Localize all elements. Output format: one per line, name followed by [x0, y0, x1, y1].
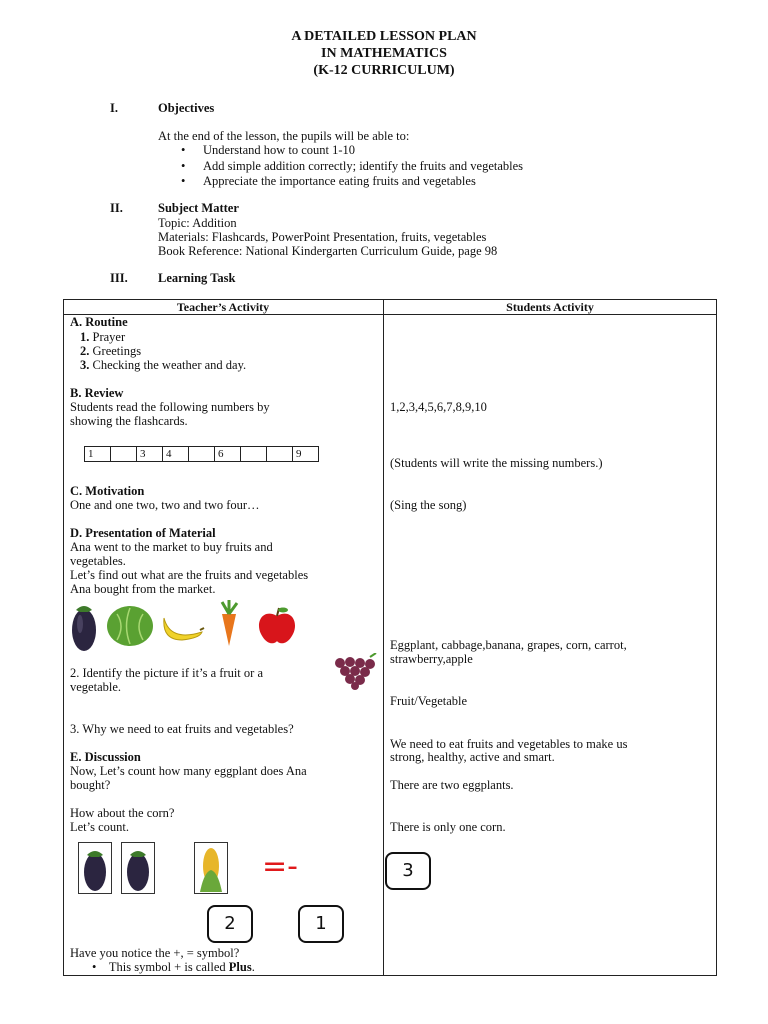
- motivation-title: C. Motivation: [70, 484, 145, 498]
- bullet-bold-word: Plus: [228, 960, 252, 974]
- objective-item: • Add simple addition correctly; identify the fruits and vegetables: [181, 159, 523, 175]
- presentation-line: Ana bought from the market.: [70, 582, 216, 596]
- discussion-answer: There are two eggplants.: [390, 778, 514, 792]
- presentation-answer-q2: Fruit/Vegetable: [390, 694, 468, 708]
- plus-symbol-bullet: [92, 960, 255, 974]
- equals-symbol: =-: [262, 849, 298, 884]
- teacher-activity-header: Teacher’s Activity: [176, 300, 270, 314]
- item-number: 3.: [80, 358, 90, 372]
- review-title: B. Review: [70, 386, 124, 400]
- item-text: Greetings: [92, 344, 142, 358]
- bullet-end: .: [251, 960, 255, 974]
- objective-item: • Understand how to count 1-10: [181, 143, 523, 159]
- section-title: Subject Matter: [158, 201, 239, 215]
- flashcard: [267, 446, 293, 462]
- review-answer: 1,2,3,4,5,6,7,8,9,10: [390, 400, 487, 414]
- flashcard: [111, 446, 137, 462]
- flashcard-strip: [84, 446, 319, 462]
- bullet-glyph: •: [92, 960, 97, 974]
- discussion-answer: We need to eat fruits and vegetables to make us: [390, 737, 628, 751]
- presentation-title: D. Presentation of Material: [70, 526, 216, 540]
- answer-box-2: 2: [207, 905, 253, 943]
- section-number: II.: [110, 201, 123, 215]
- banana-icon: [160, 610, 206, 644]
- item-number: 1.: [80, 330, 90, 344]
- routine-item: [80, 358, 246, 372]
- flashcard: [241, 446, 267, 462]
- presentation-line: vegetables.: [70, 554, 126, 568]
- objective-item: • Appreciate the importance eating fruits and vegetables: [181, 174, 523, 190]
- students-activity-header: Students Activity: [506, 300, 594, 314]
- title-line-1: A DETAILED LESSON PLAN: [291, 29, 477, 44]
- discussion-notice: Have you notice the +, = symbol?: [70, 946, 240, 960]
- cabbage-icon: [105, 604, 155, 648]
- presentation-line: Let’s find out what are the fruits and vegetables: [70, 568, 309, 582]
- presentation-answer: Eggplant, cabbage,banana, grapes, corn, carrot,: [390, 638, 627, 652]
- section-task-heading: [110, 271, 235, 286]
- motivation-answer: (Sing the song): [390, 498, 467, 512]
- subject-materials: Materials: Flashcards, PowerPoint Presentation, fruits, vegetables: [158, 230, 487, 244]
- motivation-line: One and one two, two and two four…: [70, 498, 260, 512]
- presentation-answer: strawberry,apple: [390, 652, 473, 666]
- objectives-intro: At the end of the lesson, the pupils will be able to:: [158, 129, 410, 143]
- answer-box-3: 3: [385, 852, 431, 890]
- flashcard: 9: [293, 446, 319, 462]
- discussion-line: Let’s count.: [70, 820, 130, 834]
- objectives-list: [181, 143, 523, 190]
- flashcard: 3: [137, 446, 163, 462]
- eggplant-icon: [68, 600, 100, 652]
- discussion-line: How about the corn?: [70, 806, 175, 820]
- discussion-line: bought?: [70, 778, 111, 792]
- routine-title: A. Routine: [70, 315, 128, 329]
- flashcard: 6: [215, 446, 241, 462]
- discussion-title: E. Discussion: [70, 750, 141, 764]
- item-number: 2.: [80, 344, 90, 358]
- section-number: III.: [110, 271, 128, 285]
- routine-item: [80, 344, 141, 358]
- presentation-line: Ana went to the market to buy fruits and: [70, 540, 273, 554]
- eggplant-icon: [121, 842, 155, 894]
- presentation-question-2: 2. Identify the picture if it’s a fruit or a: [70, 666, 263, 680]
- eggplant-icon: [78, 842, 112, 894]
- section-objectives-heading: [110, 101, 214, 116]
- grapes-icon: [330, 653, 378, 691]
- answer-box-1: 1: [298, 905, 344, 943]
- section-title: Objectives: [158, 101, 215, 115]
- routine-item: [80, 330, 125, 344]
- subject-reference: Book Reference: National Kindergarten Curriculum Guide, page 98: [158, 244, 498, 258]
- title-line-3: (K-12 CURRICULUM): [313, 63, 455, 78]
- section-subject-heading: [110, 201, 239, 216]
- review-missing-note: (Students will write the missing numbers.): [390, 456, 603, 470]
- flashcard: 4: [163, 446, 189, 462]
- flashcard: 1: [84, 446, 111, 462]
- presentation-question-2: vegetable.: [70, 680, 122, 694]
- item-text: Prayer: [92, 330, 126, 344]
- table-column-divider: [383, 299, 384, 975]
- section-title: Learning Task: [158, 271, 236, 285]
- flashcard: [189, 446, 215, 462]
- subject-topic: Topic: Addition: [158, 216, 237, 230]
- review-line: Students read the following numbers by: [70, 400, 270, 414]
- carrot-icon: [212, 600, 246, 648]
- title-line-2: IN MATHEMATICS: [321, 46, 447, 61]
- section-number: I.: [110, 101, 118, 115]
- item-text: Checking the weather and day.: [92, 358, 247, 372]
- corn-icon: [194, 842, 228, 894]
- discussion-answer: There is only one corn.: [390, 820, 506, 834]
- apple-icon: [255, 606, 299, 646]
- review-line: showing the flashcards.: [70, 414, 188, 428]
- discussion-answer: strong, healthy, active and smart.: [390, 750, 555, 764]
- discussion-line: Now, Let’s count how many eggplant does Ana: [70, 764, 307, 778]
- bullet-text: This symbol + is called: [108, 960, 229, 974]
- presentation-question-3: 3. Why we need to eat fruits and vegetables?: [70, 722, 294, 736]
